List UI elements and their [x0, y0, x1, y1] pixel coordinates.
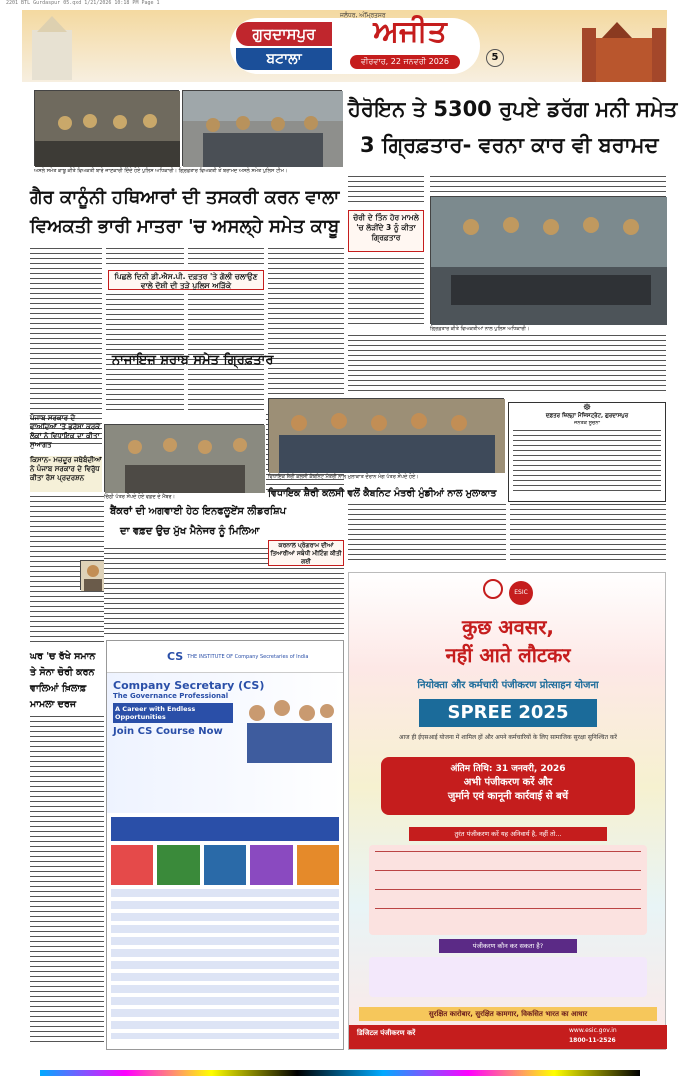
headline-bank-line2: ਦਾ ਵਫ਼ਦ ਉਚ ਮੁੱਖ ਮੈਨੇਜਰ ਨੂੰ ਮਿਲਿਆ: [120, 526, 260, 537]
article-column-5: [348, 258, 424, 328]
ad-esic-spree: [348, 572, 666, 1050]
esic-tollfree: 1800-11-2526: [569, 1037, 616, 1044]
photo-heroin-arrest: [430, 196, 666, 324]
photo-police-group: [182, 90, 342, 166]
box-karnal-meeting: ਕਰਨਾਲ ਪ੍ਰੋਗਰਾਮ ਦੀਆਂ ਤਿਆਰੀਆਂ ਸਬੰਧੀ ਮੀਟਿੰਗ ਕੀਤੀ ਗਈ: [268, 540, 344, 566]
esic-spree: SPREE 2025: [419, 699, 597, 727]
public-notice: ☸ ਦਫ਼ਤਰ ਜ਼ਿਲ੍ਹਾ ਮੈਜਿਸਟ੍ਰੇਟ, ਗੁਰਦਾਸਪੁਰ ਜਨਤਕ ਸੂਚਨਾ: [508, 402, 666, 502]
photo-meeting: [268, 398, 504, 472]
esic-warn-2: जुर्माने एवं कानूनी कार्रवाई से बचें: [447, 791, 569, 802]
print-slug: 2201 BTL Gurdaspur 05.qxd 1/21/2026 10:18 PM Page 1: [6, 0, 160, 6]
article-column-4: [268, 248, 344, 412]
esic-deadline-box: [381, 757, 635, 815]
esic-portal: डिजिटल पंजीकरण करें: [357, 1029, 416, 1037]
article-notice-body: [510, 504, 666, 564]
esic-scheme: नियोक्ता और कर्मचारी पंजीकरण प्रोत्साहन योजना: [417, 680, 599, 691]
palace-right-icon: [592, 38, 662, 82]
article-theft-body: [30, 716, 104, 1046]
esic-eligibility: [369, 957, 647, 997]
esic-emblem-icon: [483, 579, 503, 599]
headline-theft-line3: ਵਾਲਿਆਂ ਖ਼ਿਲਾਫ਼: [30, 683, 87, 694]
box-dsp-firing: ਪਿਛਲੇ ਦਿਨੀ ਡੀ.ਐਸ.ਪੀ. ਦਫ਼ਤਰ 'ਤੇ ਗੋਲੀ ਚਲਾਉਣ ਵਾਲੇ ਦੋਸ਼ੀ ਦੀ ਤੜੇ ਪੁਲਿਸ ਅੜਿੱਕੇ: [108, 270, 264, 290]
article-column-heroin-top: [430, 176, 666, 192]
headline-theft-line2: ਤੇ ਸੋਨਾ ਚੋਰੀ ਕਰਨ: [30, 667, 95, 678]
esic-sub: तुरंत पंजीकरण करें यह अनिवार्य है, नहीं तो...: [409, 827, 607, 841]
headline-weapons-line1: ਗੈਰ ਕਾਨੂੰਨੀ ਹਥਿਆਰਾਂ ਦੀ ਤਸਕਰੀ ਕਰਨ ਵਾਲਾ: [30, 187, 340, 208]
headline-liquor: ਨਾਜਾਇਜ਼ ਸ਼ਰਾਬ ਸਮੇਤ ਗ੍ਰਿਫ਼ਤਾਰ: [112, 353, 274, 368]
headline-side-2: ਕਿਸਾਨ- ਮਜ਼ਦੂਰ ਜਥੇਬੰਦੀਆਂ ਨੇ ਪੰਜਾਬ ਸਰਕਾਰ ਦੇ ਵਿਰੁੱਧ ਕੀਤਾ ਰੋਸ ਪ੍ਰਦਰਸ਼ਨ: [30, 456, 102, 492]
registration-bar: [40, 1070, 640, 1076]
esic-footer: सुरक्षित कारोबार, सुरक्षित कामगार, विकसित भारत का आधार: [359, 1007, 657, 1021]
paper-subtitle: ਜਲੰਧਰ, ਅੰਮ੍ਰਿਤਸਰ: [340, 12, 386, 19]
photo-portrait: [80, 560, 104, 590]
esic-deadline: अंतिम तिथि: 31 जनवरी, 2026: [450, 764, 566, 774]
esic-website: www.esic.gov.in: [569, 1027, 617, 1034]
cs-join-button: Join CS Course Now: [113, 726, 223, 737]
esic-note: आज ही ईएसआई योजना में शामिल हों और अपने कर्मचारियों के लिए सामाजिक सुरक्षा सुनिश्चित करें: [398, 734, 617, 741]
icsi-logo-icon: CS: [167, 650, 184, 663]
article-heroin-body: [348, 335, 666, 395]
date-line: ਵੀਰਵਾਰ, 22 ਜਨਵਰੀ 2026: [350, 55, 460, 69]
headline-weapons-line2: ਵਿਅਕਤੀ ਭਾਰੀ ਮਾਤਰਾ 'ਚ ਅਸਲ੍ਹੇ ਸਮੇਤ ਕਾਬੂ: [30, 216, 340, 237]
article-column-2a: [106, 248, 184, 268]
headline-bank-line1: ਬੈਂਕਰਾਂ ਦੀ ਅਗਵਾਈ ਹੇਠ ਇਨਫਲੂਏਂਸ ਲੀਡਰਸ਼ਿਪ: [110, 506, 287, 517]
headline-side-1: ਪੰਜਾਬ ਸਰਕਾਰ ਦੇ ਵਾਅਦਿਆਂ 'ਤੇ ਭਰੋਸਾ ਕਰਕੇ ਲੋਕਾਂ ਨੇ ਵਿਧਾਇਕ ਦਾ ਕੀਤਾ ਸੁਆਗਤ: [30, 414, 101, 449]
headline-heroin-line1: ਹੈਰੋਇਨ ਤੇ 5300 ਰੁਪਏ ਡਰੱਗ ਮਨੀ ਸਮੇਤ: [348, 97, 678, 121]
headline-meeting: ਵਿਧਾਇਕ ਸ਼ੈਰੀ ਕਲਸੀ ਵਲੋਂ ਕੈਬਨਿਟ ਮੰਤਰੀ ਮੁੰਡੀਆਂ ਨਾਲ ਮੁਲਾਕਾਤ: [268, 488, 497, 499]
esic-headline-2: नहीं आते लौटकर: [445, 643, 571, 667]
heroin-photo-caption: ਗ੍ਰਿਫ਼ਤਾਰ ਕੀਤੇ ਵਿਅਕਤੀਆਂ ਨਾਲ ਪੁਲਿਸ ਅਧਿਕਾਰੀ।: [430, 326, 530, 332]
article-column-5a: [348, 176, 424, 206]
temple-left-icon: [32, 30, 72, 80]
page-number: 5: [486, 49, 504, 67]
esic-penalty-list: [369, 845, 647, 935]
photo-police-weapons: [34, 90, 179, 166]
box-theft-arrest: ਚੋਰੀ ਦੇ ਤਿੰਨ ਹੋਰ ਮਾਮਲੇ 'ਚ ਲੋੜੀਂਦੇ 3 ਨੂੰ ਕੀਤਾ ਗ੍ਰਿਫ਼ਤਾਰ: [348, 210, 424, 252]
headline-theft-line1: ਘਰ 'ਚ ਰੱਖੇ ਸਮਾਨ: [30, 651, 96, 662]
notice-title: ਦਫ਼ਤਰ ਜ਼ਿਲ੍ਹਾ ਮੈਜਿਸਟ੍ਰੇਟ, ਗੁਰਦਾਸਪੁਰ: [545, 413, 629, 419]
article-meeting-body: [348, 504, 506, 564]
cs-career: A Career with Endless Opportunities: [113, 703, 233, 723]
cs-brand: Company Secretary (CS): [113, 679, 265, 692]
esic-who: पंजीकरण कौन कर सकता है?: [439, 939, 577, 953]
esic-bottom-bar: [349, 1025, 667, 1049]
cs-tagline: The Governance Professional: [113, 692, 229, 700]
cs-students-photo: [237, 693, 337, 763]
headline-heroin-line2: 3 ਗ੍ਰਿਫ਼ਤਾਰ- ਵਰਨਾ ਕਾਰ ਵੀ ਬਰਾਮਦ: [360, 133, 659, 157]
icsi-name: THE INSTITUTE OF Company Secretaries of India: [187, 653, 309, 660]
photo-liquor: [104, 424, 264, 492]
bank-caption: ਚਿੱਠੀ ਪੱਤਰ ਸੌਂਪਦੇ ਹੋਏ ਵਫ਼ਦ ਦੇ ਮੈਂਬਰ।: [104, 494, 176, 500]
meeting-caption: ਵਿਧਾਇਕ ਸ਼ੈਰੀ ਕਲਸੀ ਕੈਬਨਿਟ ਮੰਤਰੀ ਨਾਲ ਮੁਲਾਕਾਤ ਦੌਰਾਨ ਮੰਗ ਪੱਤਰ ਸੌਂਪਦੇ ਹੋਏ।: [268, 474, 419, 480]
city-name-batala: ਬਟਾਲਾ: [236, 48, 332, 70]
top-photo-caption: ਅਸਲੇ ਸਮੇਤ ਕਾਬੂ ਕੀਤੇ ਵਿਅਕਤੀ ਬਾਰੇ ਜਾਣਕਾਰੀ ਦਿੰਦੇ ਹੋਏ ਪੁਲਿਸ ਅਧਿਕਾਰੀ। ਗ੍ਰਿਫ਼ਤਾਰ ਵਿਅਕਤੀ ਤੋਂ ਬਰਾਮਦ ਅਸਲੇ ਸਮੇਤ ਪੁਲਿਸ ਟੀਮ।: [34, 168, 288, 174]
notice-sub: ਜਨਤਕ ਸੂਚਨਾ: [574, 420, 600, 426]
esic-warn-1: अभी पंजीकरण करें और: [463, 777, 553, 788]
article-column-3a: [188, 248, 264, 268]
esic-logo-icon: ESIC: [509, 581, 533, 605]
city-name-gurdaspur: ਗੁਰਦਾਸਪੁਰ: [236, 22, 332, 46]
paper-logo: ਅਜੀਤ: [373, 14, 447, 49]
ad-company-secretary: [106, 640, 344, 1050]
headline-theft-line4: ਮਾਮਲਾ ਦਰਜ: [30, 699, 77, 710]
esic-headline-1: कुछ अवसर,: [461, 615, 555, 639]
